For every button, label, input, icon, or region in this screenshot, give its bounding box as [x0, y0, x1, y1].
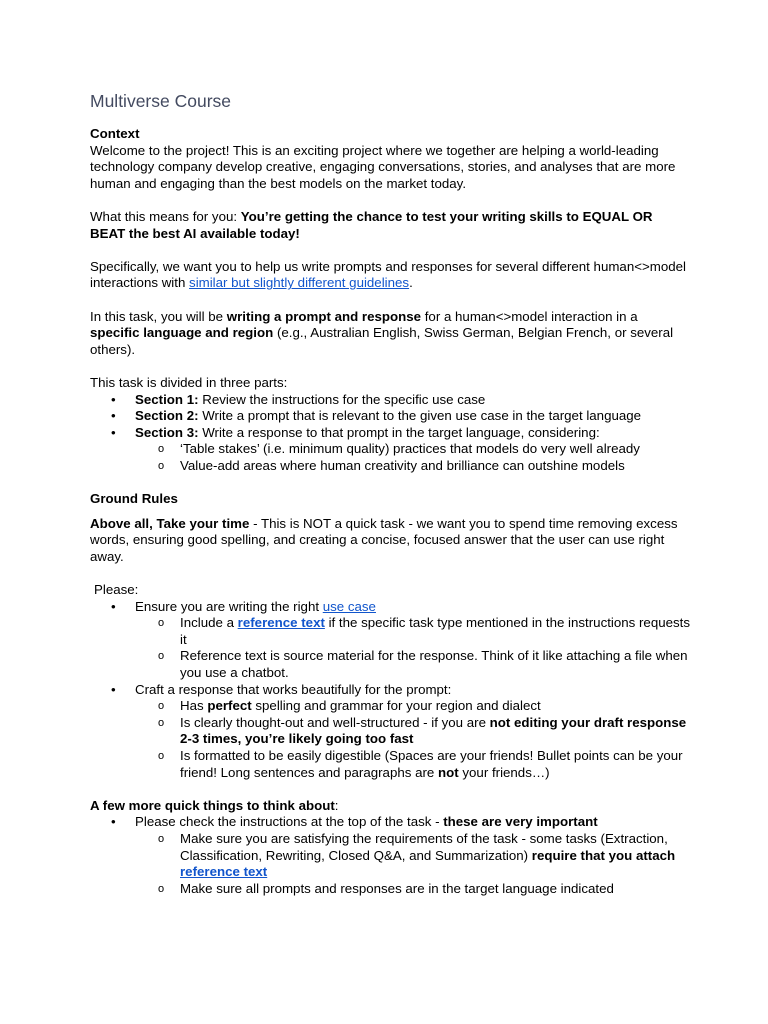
ground-rules-list — [90, 599, 690, 782]
list-item: o Value-add areas where human creativity and brilliance can outshine models — [135, 458, 690, 475]
section3-sublist — [135, 441, 690, 474]
b1-s1-b: if the specific task type mentioned in the instructions requests it — [180, 615, 691, 647]
b1-sublist — [135, 615, 690, 681]
b2-sublist — [135, 698, 690, 781]
more-s1-bold: require that you attach — [531, 847, 676, 863]
ground-rules-lead — [90, 516, 690, 566]
more-heading-text: A few more quick things to think about — [90, 797, 335, 813]
more-heading — [90, 798, 690, 815]
spec-end: . — [409, 275, 413, 291]
list-item — [90, 682, 690, 782]
b2-s3-a: Is formatted to be easily digestible (Spaces are your friends! Bullet points can be your friend! Long sentences and paragraphs are — [180, 747, 683, 780]
b2-s2-bold: not editing your draft response 2-3 times, you’re likely going too fast — [180, 714, 687, 747]
section-text: Write a response to that prompt in the target language, considering: — [198, 424, 600, 440]
more-sublist — [135, 831, 690, 897]
more-heading-colon: : — [334, 797, 339, 813]
section-label: Section 1: — [135, 391, 199, 407]
reference-text-link[interactable]: reference text — [237, 615, 325, 631]
list-item — [135, 715, 690, 748]
reference-text-link-2[interactable]: reference text — [180, 864, 268, 880]
means-prefix: What this means for you: — [90, 208, 241, 224]
list-item: o Make sure all prompts and responses are in the target language indicated — [135, 881, 690, 898]
more-b1-bold: these are very important — [443, 814, 598, 830]
list-item: o Reference text is source material for the response. Think of it like attaching a file when you use a chatbot. — [135, 648, 690, 681]
b2-s1-bold: perfect — [207, 698, 252, 714]
means-bold: You’re getting the chance to test your writing skills to EQUAL OR BEAT the best AI available today! — [90, 208, 653, 241]
task-bold-b: writing a prompt and response — [226, 308, 422, 324]
spec-text: Specifically, we want you to help us write prompts and responses for several different human<>model interactions with — [90, 258, 686, 291]
b2-s2-a: Is clearly thought-out and well-structured - if you are — [180, 714, 490, 730]
b1-text: Ensure you are writing the right — [135, 598, 323, 614]
parts-intro: This task is divided in three parts: — [90, 374, 288, 390]
b2-s3-bold: not — [438, 764, 459, 780]
document-title: Multiverse Course — [90, 91, 232, 111]
section-label: Section 2: — [135, 408, 199, 424]
ground-rules-heading: Ground Rules — [90, 491, 178, 507]
sections-list — [90, 392, 690, 475]
list-item — [135, 831, 690, 881]
list-item — [135, 615, 690, 648]
b2-s3-b: your friends…) — [458, 764, 550, 780]
more-s1-a: Make sure you are satisfying the requirements of the task - some tasks (Extraction, Classification, Rewriting, Closed Q&A, and Summarization) — [180, 830, 668, 863]
context-heading: Context — [90, 126, 140, 141]
list-item — [135, 748, 690, 781]
b2-text: Craft a response that works beautifully for the prompt: — [135, 681, 452, 697]
spec-paragraph — [90, 259, 690, 292]
b2-s1-a: Has — [180, 698, 208, 714]
task-text-e: (e.g., Australian English, Swiss German, Belgian French, or several others). — [90, 325, 674, 357]
b1-s1-a: Include a — [180, 615, 238, 631]
task-bold-d: specific language and region — [90, 325, 274, 341]
guidelines-link[interactable]: similar but slightly different guidelines — [189, 275, 410, 291]
list-item — [90, 425, 690, 475]
section-text: Review the instructions for the specific use case — [198, 391, 486, 407]
document-body — [90, 126, 690, 897]
lead-text: - This is NOT a quick task - we want you to spend time removing excess words, ensuring good spelling, and creating a concise, focused answer that the user can use right away. — [90, 515, 678, 564]
more-b1-a: Please check the instructions at the top of the task - — [135, 814, 444, 830]
context-intro: Welcome to the project! This is an exciting project where we together are helping a world-leading technology company develop creative, engaging conversations, stories, and analyses that are more human and engaging than the best models on the market today. — [90, 142, 676, 191]
more-list — [90, 814, 690, 897]
section-text: Write a prompt that is relevant to the given use case in the target language — [198, 408, 642, 424]
list-item — [90, 408, 690, 425]
list-item — [90, 599, 690, 682]
list-item: o ‘Table stakes’ (i.e. minimum quality) practices that models do very well already — [135, 441, 690, 458]
task-text-c: for a human<>model interaction in a — [421, 308, 638, 324]
means-paragraph — [90, 209, 690, 242]
please-label: Please: — [94, 582, 139, 598]
list-item — [90, 814, 690, 897]
list-item — [135, 698, 690, 715]
task-text-a: In this task, you will be — [90, 308, 227, 324]
lead-bold: Above all, Take your time — [90, 515, 250, 531]
task-paragraph — [90, 309, 690, 359]
b2-s1-b: spelling and grammar for your region and dialect — [251, 698, 541, 714]
list-item — [90, 392, 690, 409]
use-case-link[interactable]: use case — [322, 598, 376, 614]
section-label: Section 3: — [135, 424, 199, 440]
